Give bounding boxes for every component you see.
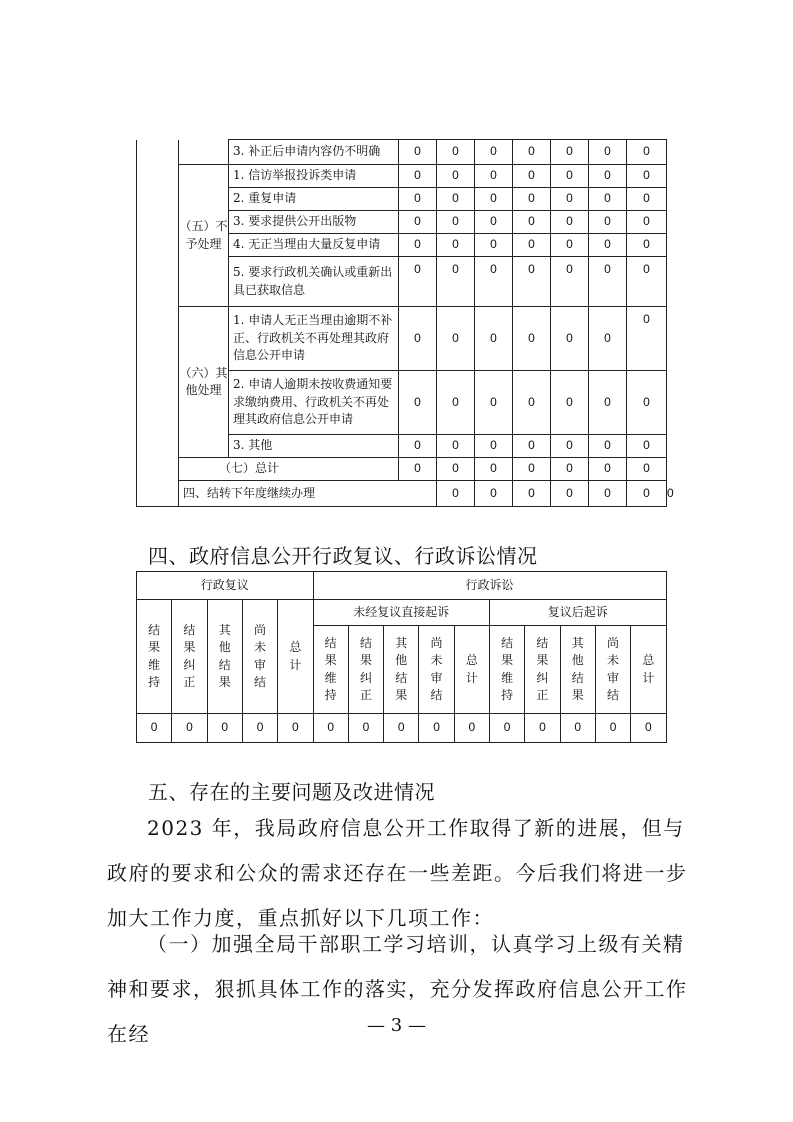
row-label: 3. 补正后申请内容仍不明确 bbox=[229, 140, 399, 165]
review-header: 行政复议 bbox=[137, 572, 314, 600]
category-5-label: （五）不予处理 bbox=[179, 165, 229, 307]
table-row: （五）不予处理 1. 信访举报投诉类申请 0 0 0 0 0 0 0 bbox=[137, 165, 667, 188]
table-row: 2. 申请人逾期未按收费通知要求缴纳费用、行政机关不再处理其政府信息公开申请 0 0 0 0 0 0 0 bbox=[137, 371, 667, 435]
section-5-heading: 五、存在的主要问题及改进情况 bbox=[148, 780, 435, 804]
table-row: 2. 重复申请 0 0 0 0 0 0 0 bbox=[137, 188, 667, 211]
col-total: 总计 bbox=[289, 640, 302, 672]
litigation-header: 行政诉讼 bbox=[313, 572, 666, 600]
carry-over-label: 四、结转下年度继续办理 bbox=[179, 481, 437, 507]
table-row: 4. 无正当理由大量反复申请 0 0 0 0 0 0 0 bbox=[137, 234, 667, 257]
page-number: — 3 — bbox=[367, 1015, 426, 1036]
table-row: 3. 补正后申请内容仍不明确 0 0 0 0 0 0 0 bbox=[137, 140, 667, 165]
paragraph-1: 2023 年，我局政府信息公开工作取得了新的进展，但与政府的要求和公众的需求还存在一些差距。今后我们将进一步加大工作力度，重点抓好以下几项工作： bbox=[107, 816, 688, 930]
application-handling-table bbox=[136, 139, 674, 507]
col-result-corrected: 结果纠正 bbox=[183, 622, 196, 689]
review-litigation-table: 行政复议 行政诉讼 结果维持 结果纠正 其他结果 尚未审结 总计 未经复议直接起诉 复议后起诉 结果维持 结果纠正 其他结果 尚未审结 总计 结果维持 结果纠正 其他结果 尚未审结 总计 0 0 0 0 0 0 0 0 0 0 0 0 0 0 0 bbox=[136, 571, 667, 743]
paragraph-2: （一）加强全局干部职工学习培训，认真学习上级有关精神和要求，狠抓具体工作的落实，充分发挥政府信息公开工作在经 bbox=[107, 932, 688, 1046]
table-row: （六）其他处理 1. 申请人无正当理由逾期不补正、行政机关不再处理其政府信息公开申请 0 0 0 0 0 0 0 bbox=[137, 307, 667, 371]
total-label: （七）总计 bbox=[179, 458, 399, 481]
direct-litigation-header: 未经复议直接起诉 bbox=[313, 600, 489, 626]
col-pending: 尚未审结 bbox=[254, 622, 267, 689]
table-row: 四、结转下年度继续办理 0 0 0 0 0 0 0 bbox=[137, 481, 667, 507]
table-row: 3. 要求提供公开出版物 0 0 0 0 0 0 0 bbox=[137, 211, 667, 234]
col-result-upheld: 结果维持 bbox=[148, 622, 161, 689]
table-row: 5. 要求行政机关确认或重新出具已获取信息 0 0 0 0 0 0 0 bbox=[137, 257, 667, 307]
category-6-label: （六）其他处理 bbox=[179, 307, 229, 458]
table-row: 0 0 0 0 0 0 0 0 0 0 0 0 0 0 0 bbox=[137, 714, 667, 743]
col-other-results: 其他结果 bbox=[218, 622, 231, 689]
table-row: 3. 其他 0 0 0 0 0 0 0 bbox=[137, 435, 667, 458]
section-4-heading: 四、政府信息公开行政复议、行政诉讼情况 bbox=[148, 544, 538, 568]
table-row: （七）总计 0 0 0 0 0 0 0 bbox=[137, 458, 667, 481]
after-review-header: 复议后起诉 bbox=[490, 600, 667, 626]
